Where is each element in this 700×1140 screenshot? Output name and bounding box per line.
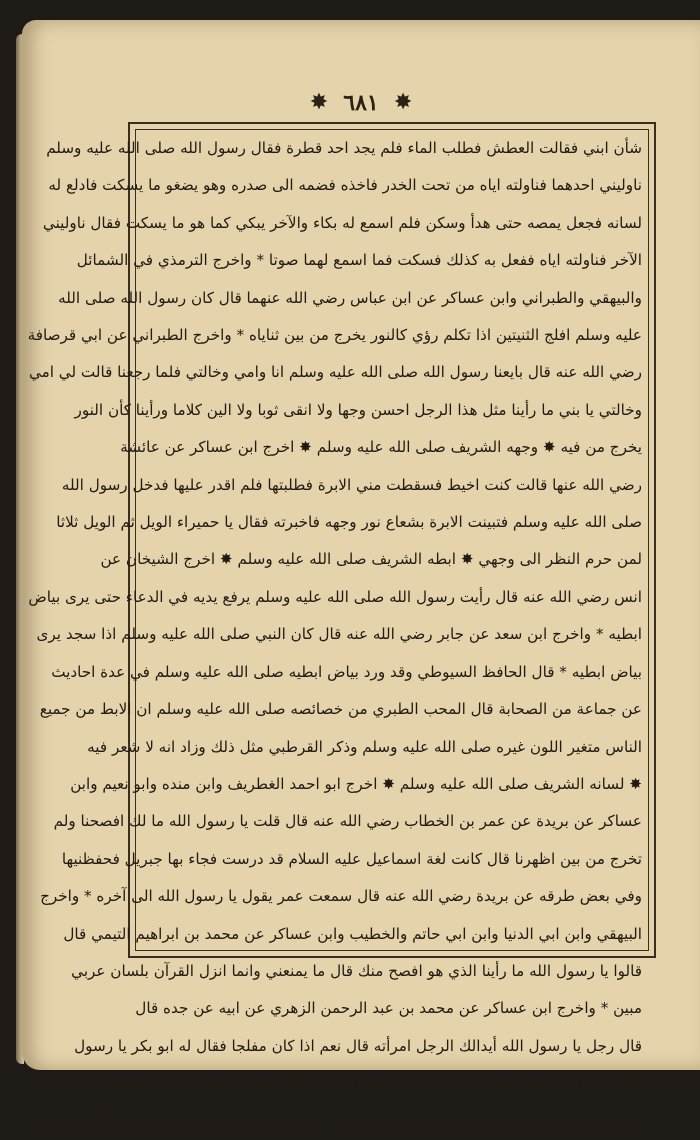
text-line: قال رجل يا رسول الله أيدالك الرجل امرأته قال نعم اذا كان مفلجا فقال له ابو بكر يا رسول xyxy=(74,1036,642,1055)
text-line: يخرج من فيه ✸ وجهه الشريف صلى الله عليه وسلم ✸ اخرج ابن عساكر عن عائشة xyxy=(120,438,642,457)
text-line: انس رضي الله عنه قال رأيت رسول الله صلى الله عليه وسلم يرفع يديه في الدعاء حتى يرى بياض xyxy=(28,587,642,606)
text-line: ✸ لسانه الشريف صلى الله عليه وسلم ✸ اخرج ابو احمد الغطريف وابن منده وابو نعيم وابن xyxy=(70,774,642,793)
text-line: عن جماعة من الصحابة قال المحب الطبري من خصائصه صلى الله عليه وسلم ان الابط من جميع xyxy=(39,700,642,719)
text-line: وخالتي يا بني ما رأينا مثل هذا الرجل احسن وجها ولا انقى ثوبا ولا الين كلاما ورأينا كأن النور xyxy=(74,400,642,419)
text-line: رضي الله عنها قالت كنت اخيط فسقطت مني الابرة فطلبتها فلم اقدر عليها فدخل رسول الله xyxy=(61,475,642,494)
text-line: الله ما قال لك وما قلت له قال انه قال ايماطل الرجل اهله قلت له نعم اذا كان مفلسا قال xyxy=(81,1074,642,1093)
text-line: رضي الله عنه قال بايعنا رسول الله صلى الله عليه وسلم انا وامي وخالتي فلما رجعنا قالت لي امي xyxy=(28,363,642,382)
text-line: لسانه فجعل يمصه حتى هدأ وسكن فلم اسمع له بكاء والآخر يبكي كما هو ما يسكت فقال ناوليني xyxy=(42,213,642,232)
text-line: قالوا يا رسول الله ما رأينا الذي هو افصح منك قال ما يمنعني وانما انزل القرآن بلسان عربي xyxy=(71,961,642,980)
text-line: الآخر فناولته اياه ففعل به كذلك فسكت فما اسمع لهما صوتا * واخرج الترمذي في الشمائل xyxy=(76,251,642,270)
text-line: ابطيه * واخرج ابن سعد عن جابر رضي الله عنه قال كان النبي صلى الله عليه وسلم اذا سجد يرى xyxy=(36,625,642,644)
text-line: ابو بكر يا رسول الله لقد طفت في العرب وسمعت فصحاءهم فما سمعت افصح منك قال ادبني ربي xyxy=(23,1111,642,1130)
body-text xyxy=(23,130,642,1130)
text-line: شأن ابني فقالت العطش فطلب الماء فلم يجد احد قطرة فقال رسول الله صلى الله عليه وسلم xyxy=(46,139,642,157)
ornament-right-icon: ✸ xyxy=(393,90,413,115)
text-line: بياض ابطيه * قال الحافظ السيوطي وقد ورد بياض ابطيه صلى الله عليه وسلم في عدة احاديث xyxy=(51,662,642,681)
text-line: والبيهقي والطبراني وابن عساكر عن ابن عباس رضي الله عنهما قال كان رسول الله صلى الله xyxy=(58,288,642,307)
text-line: ناوليني احدهما فناولته اياه من تحت الخدر فاخذه فضمه الى صدره وهو يضغو ما يسكت فادلع له xyxy=(48,176,642,195)
text-line: عساكر عن بريدة عن عمر بن الخطاب رضي الله عنه قال قلت يا رسول الله ما لك افصحنا ولم xyxy=(53,812,642,831)
text-line: تخرج من بين اظهرنا قال كانت لغة اسماعيل عليه السلام قد درست فجاء بها جبريل فحفظنيها xyxy=(61,849,642,868)
text-line: مبين * واخرج ابن عساكر عن محمد بن عبد الرحمن الزهري عن ابيه عن جده قال xyxy=(135,999,642,1018)
ornament-left-icon: ✸ xyxy=(309,90,329,115)
text-line: لمن حرم النظر الى وجهي ✸ ابطه الشريف صلى الله عليه وسلم ✸ اخرج الشيخان عن xyxy=(100,550,642,569)
text-frame xyxy=(23,122,656,1130)
text-line: الناس متغير اللون غيره صلى الله عليه وسلم وذكر القرطبي مثل ذلك وزاد انه لا شعر فيه xyxy=(87,737,642,756)
text-line: وفي بعض طرقه عن بريدة رضي الله عنه قال سمعت عمر يقول يا رسول الله الى آخره * واخرج xyxy=(40,887,642,906)
text-line: صلى الله عليه وسلم فتبينت الابرة بشعاع نور وجهه فاخبرته فقال يا حميراء الويل ثم الويل ثلاثا xyxy=(56,513,642,532)
page-number: ٦٨١ xyxy=(343,90,379,116)
text-line: عليه وسلم افلج الثنيتين اذا تكلم رؤي كالنور يخرج من بين ثناياه * واخرج الطبراني عن ابي قرصافة xyxy=(27,326,642,345)
text-line: البيهقي وابن ابي الدنيا وابن ابي حاتم والخطيب وابن عساكر عن محمد بن ابراهيم التيمي قال xyxy=(63,924,642,943)
